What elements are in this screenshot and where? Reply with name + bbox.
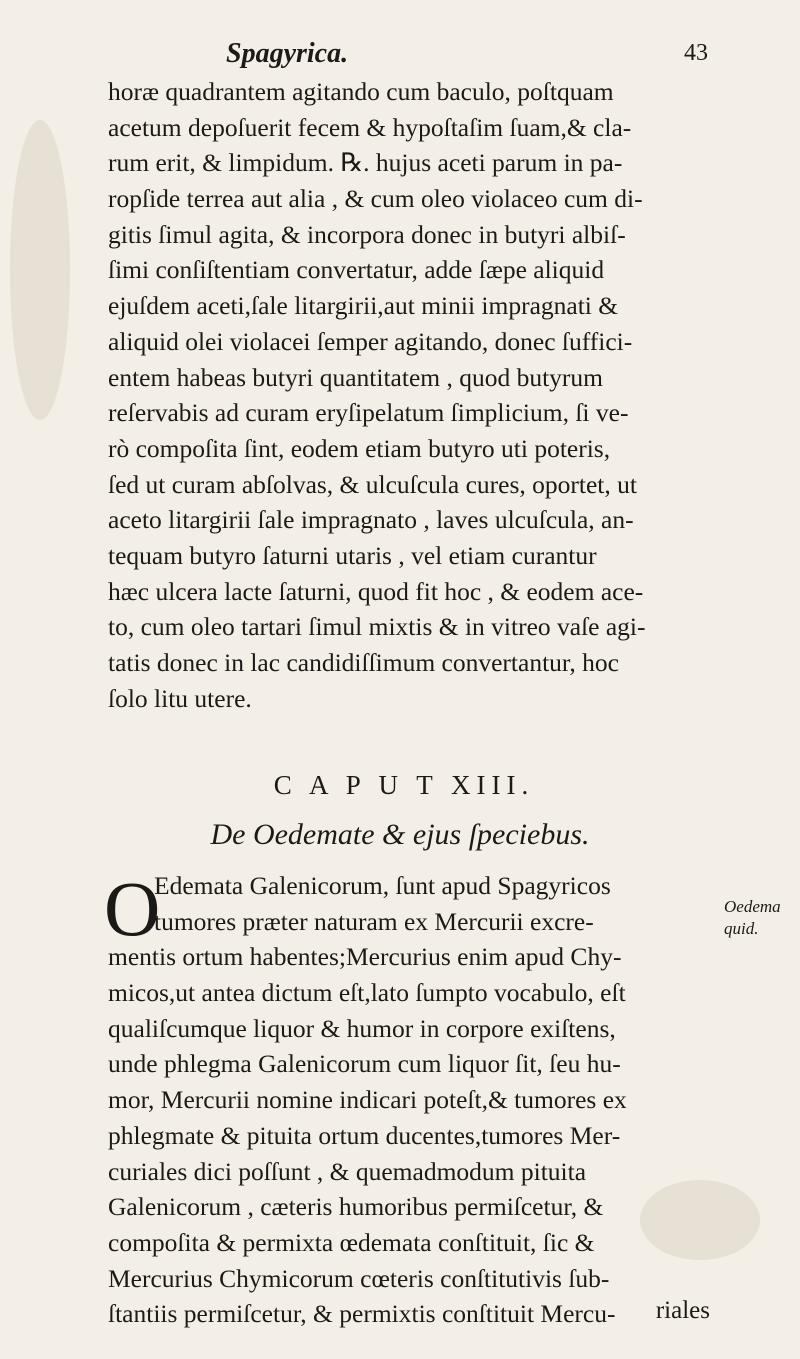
text-line: tequam butyro ſaturni utaris , vel etiam curantur [108,540,597,570]
text-line: acetum depoſuerit fecem & hypoſtaſim ſuam,& cla- [108,112,632,142]
text-line: mentis ortum habentes;Mercurius enim apud Chy- [108,942,622,972]
text-line: Mercurius Chymicorum cœteris conſtitutivis ſub- [108,1263,610,1293]
catchword: riales [655,1297,710,1324]
text-line: entem habeas butyri quantitatem , quod butyrum [108,362,604,392]
marginal-note-line: quid. [724,919,759,938]
text-line: ſimi conſiſtentiam convertatur, adde ſæpe aliquid [108,255,605,285]
text-line: to, cum oleo tartari ſimul mixtis & in vitreo vaſe agi- [108,612,646,642]
text-line: reſervabis ad curam eryſipelatum ſimplicium, ſi ve- [108,398,629,428]
text-line: ſed ut curam abſolvas, & ulcuſcula cures, oportet, ut [108,469,637,499]
text-line: unde phlegma Galenicorum cum liquor ſit, ſeu hu- [108,1049,621,1079]
page-number: 43 [684,40,708,66]
chapter-title: De Oedemate & ejus ſpeciebus. [210,818,590,851]
text-line: ropſide terrea aut alia , & cum oleo violaceo cum di- [108,184,643,214]
text-line: mor, Mercurii nomine indicari poteſt,& tumores ex [108,1085,627,1115]
text-line: rum erit, & limpidum. ℞. hujus aceti parum in pa- [108,148,623,178]
text-line: tatis donec in lac candidiſſimum convertantur, hoc [108,648,619,677]
text-line: ejuſdem aceti,ſale litargirii,aut minii impragnati & [108,291,619,321]
text-line: horæ quadrantem agitando cum baculo, poſtquam [108,77,614,106]
text-line: micos,ut antea dictum eſt,lato ſumpto vocabulo, eſt [108,978,626,1008]
text-line: Galenicorum , cæteris humoribus permiſcetur, & [108,1192,604,1222]
text-line: qualiſcumque liquor & humor in corpore exiſtens, [108,1013,616,1043]
marginal-note [724,896,794,940]
text-line: Edemata Galenicorum, ſunt apud Spagyricos [154,871,611,900]
paper-stain [10,120,70,420]
text-line: hæc ulcera lacte ſaturni, quod fit hoc , & eodem ace- [108,576,644,606]
text-line: ſtantiis permiſcetur, & permixtis conſtituit Mercu- [108,1299,616,1329]
running-head-title: Spagyrica. [226,38,349,69]
text-line: tumores præter naturam ex Mercurii excre- [154,906,594,936]
text-line: aceto litargirii ſale impragnato , laves ulcuſcula, an- [108,505,634,535]
marginal-note-line: Oedema [724,897,781,916]
paragraph-oedema [108,868,718,1332]
text-line: curiales dici poſſunt , & quemadmodum pituita [108,1156,587,1186]
text-line: ſolo litu utere. [108,683,252,713]
drop-cap: O [104,865,161,952]
text-line: compoſita & permixta œdemata conſtituit, ſic & [108,1227,595,1257]
text-line: gitis ſimul agita, & incorpora donec in butyri albiſ- [108,219,626,249]
paragraph-continued [108,74,718,716]
text-line: rò compoſita ſint, eodem etiam butyro uti poteris, [108,433,611,463]
text-line: aliquid olei violacei ſemper agitando, donec ſuffici- [108,326,633,356]
running-head [118,38,708,78]
text-line: phlegmate & pituita ortum ducentes,tumores Mer- [108,1120,621,1150]
chapter-heading: C A P U T XIII. [273,770,535,800]
